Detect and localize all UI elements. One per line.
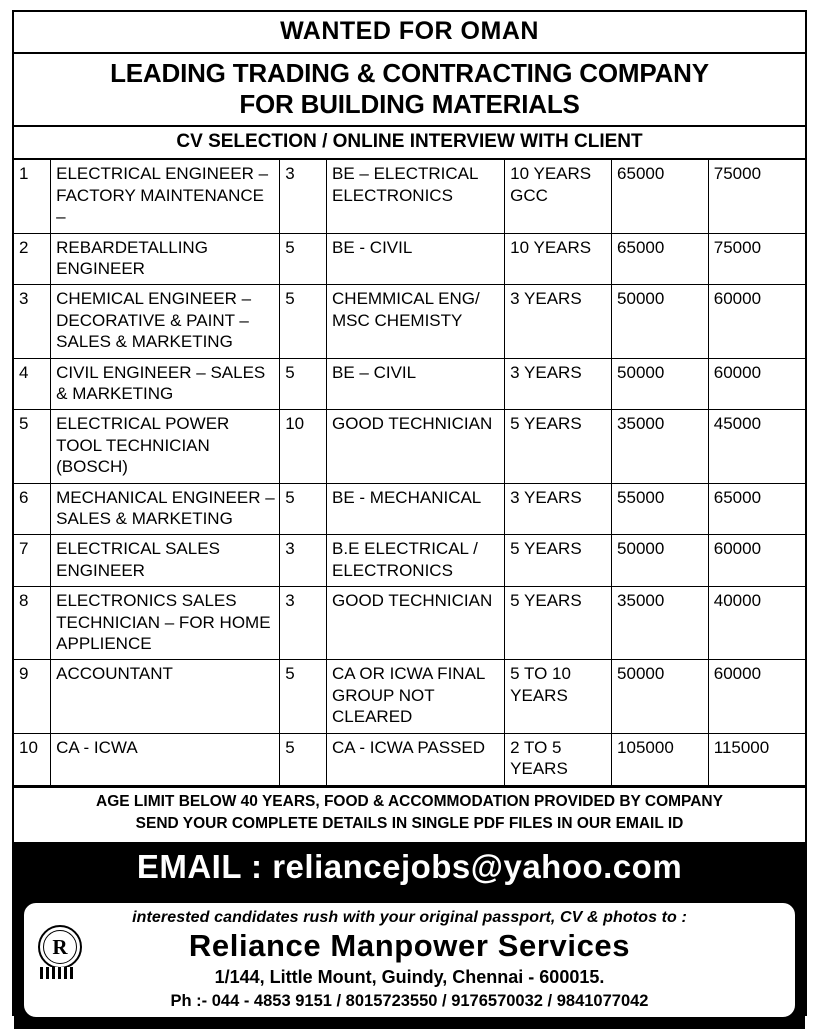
table-row bbox=[14, 410, 805, 483]
table-row bbox=[14, 660, 805, 733]
conditions-notes bbox=[14, 786, 805, 838]
cell-experience: 5 YEARS bbox=[505, 410, 612, 483]
cell-salary-max: 75000 bbox=[708, 233, 805, 285]
cell-sl: 4 bbox=[14, 358, 51, 410]
cell-experience: 3 YEARS bbox=[505, 483, 612, 535]
agency-name: Reliance Manpower Services bbox=[188, 928, 631, 964]
cell-salary-min: 35000 bbox=[612, 410, 709, 483]
cell-qualification: BE - MECHANICAL bbox=[327, 483, 505, 535]
cell-salary-min: 105000 bbox=[612, 733, 709, 785]
cell-experience: 3 YEARS bbox=[505, 285, 612, 358]
cell-sl: 8 bbox=[14, 587, 51, 660]
cell-sl: 10 bbox=[14, 733, 51, 785]
cell-nos: 5 bbox=[280, 660, 327, 733]
cell-nos: 3 bbox=[280, 535, 327, 587]
table-row bbox=[14, 483, 805, 535]
agency-logo-icon: R bbox=[38, 925, 82, 969]
cell-nos: 10 bbox=[280, 410, 327, 483]
agency-contact-box bbox=[22, 901, 797, 1019]
table-row bbox=[14, 733, 805, 785]
cell-qualification: BE – CIVIL bbox=[327, 358, 505, 410]
cell-salary-max: 75000 bbox=[708, 160, 805, 233]
job-vacancy-table bbox=[14, 160, 805, 785]
headline-wanted-for-oman: WANTED FOR OMAN bbox=[14, 12, 805, 54]
cell-sl: 3 bbox=[14, 285, 51, 358]
cell-salary-min: 65000 bbox=[612, 160, 709, 233]
cell-qualification: GOOD TECHNICIAN bbox=[327, 587, 505, 660]
table-row bbox=[14, 587, 805, 660]
cell-salary-max: 115000 bbox=[708, 733, 805, 785]
cell-qualification: CA OR ICWA FINAL GROUP NOT CLEARED bbox=[327, 660, 505, 733]
headline-selection-mode: CV SELECTION / ONLINE INTERVIEW WITH CLIENT bbox=[14, 127, 805, 160]
table-row bbox=[14, 285, 805, 358]
cell-sl: 7 bbox=[14, 535, 51, 587]
cell-salary-max: 40000 bbox=[708, 587, 805, 660]
cell-qualification: B.E ELECTRICAL / ELECTRONICS bbox=[327, 535, 505, 587]
cell-salary-max: 45000 bbox=[708, 410, 805, 483]
cell-experience: 5 TO 10 YEARS bbox=[505, 660, 612, 733]
cell-experience: 5 YEARS bbox=[505, 587, 612, 660]
cell-qualification: GOOD TECHNICIAN bbox=[327, 410, 505, 483]
cell-salary-max: 60000 bbox=[708, 535, 805, 587]
cell-salary-min: 35000 bbox=[612, 587, 709, 660]
cell-qualification: CA - ICWA PASSED bbox=[327, 733, 505, 785]
note-send-details: SEND YOUR COMPLETE DETAILS IN SINGLE PDF FILES IN OUR EMAIL ID bbox=[135, 815, 684, 833]
table-row bbox=[14, 358, 805, 410]
cell-experience: 10 YEARS GCC bbox=[505, 160, 612, 233]
cell-experience: 10 YEARS bbox=[505, 233, 612, 285]
footer-black-band bbox=[14, 895, 805, 1029]
barcode-icon bbox=[40, 967, 76, 979]
cell-salary-min: 50000 bbox=[612, 535, 709, 587]
cell-sl: 2 bbox=[14, 233, 51, 285]
cell-post: CHEMICAL ENGINEER – DECORATIVE & PAINT – SALES & MARKETING bbox=[51, 285, 280, 358]
cell-nos: 3 bbox=[280, 587, 327, 660]
cell-post: ACCOUNTANT bbox=[51, 660, 280, 733]
note-age-limit: AGE LIMIT BELOW 40 YEARS, FOOD & ACCOMMODATION PROVIDED BY COMPANY bbox=[96, 792, 723, 810]
agency-phone[interactable]: Ph :- 044 - 4853 9151 / 8015723550 / 9176570032 / 9841077042 bbox=[170, 992, 649, 1011]
cell-salary-min: 55000 bbox=[612, 483, 709, 535]
cell-experience: 5 YEARS bbox=[505, 535, 612, 587]
cell-qualification: BE - CIVIL bbox=[327, 233, 505, 285]
cell-experience: 2 TO 5 YEARS bbox=[505, 733, 612, 785]
cell-salary-max: 65000 bbox=[708, 483, 805, 535]
cell-post: MECHANICAL ENGINEER – SALES & MARKETING bbox=[51, 483, 280, 535]
cell-salary-max: 60000 bbox=[708, 285, 805, 358]
agency-address: 1/144, Little Mount, Guindy, Chennai - 600015. bbox=[214, 967, 605, 988]
cell-sl: 1 bbox=[14, 160, 51, 233]
cell-salary-min: 50000 bbox=[612, 660, 709, 733]
headline-company-line-1: LEADING TRADING & CONTRACTING COMPANY bbox=[110, 58, 709, 88]
cell-salary-max: 60000 bbox=[708, 358, 805, 410]
cell-post: REBARDETALLING ENGINEER bbox=[51, 233, 280, 285]
cell-post: CA - ICWA bbox=[51, 733, 280, 785]
cell-salary-min: 50000 bbox=[612, 358, 709, 410]
headline-company-line-2: FOR BUILDING MATERIALS bbox=[239, 88, 580, 119]
email-banner[interactable]: EMAIL : reliancejobs@yahoo.com bbox=[14, 842, 805, 895]
cell-nos: 5 bbox=[280, 233, 327, 285]
cell-qualification: BE – ELECTRICAL ELECTRONICS bbox=[327, 160, 505, 233]
cell-sl: 5 bbox=[14, 410, 51, 483]
cell-post: ELECTRICAL SALES ENGINEER bbox=[51, 535, 280, 587]
cell-post: CIVIL ENGINEER – SALES & MARKETING bbox=[51, 358, 280, 410]
cell-nos: 5 bbox=[280, 358, 327, 410]
cell-salary-max: 60000 bbox=[708, 660, 805, 733]
table-row bbox=[14, 160, 805, 233]
cell-post: ELECTRICAL ENGINEER – FACTORY MAINTENANCE – bbox=[51, 160, 280, 233]
cell-nos: 5 bbox=[280, 733, 327, 785]
cell-experience: 3 YEARS bbox=[505, 358, 612, 410]
poster-frame bbox=[12, 10, 807, 1016]
cell-post: ELECTRONICS SALES TECHNICIAN – FOR HOME APPLIENCE bbox=[51, 587, 280, 660]
cell-sl: 9 bbox=[14, 660, 51, 733]
table-row bbox=[14, 233, 805, 285]
cell-nos: 3 bbox=[280, 160, 327, 233]
table-row bbox=[14, 535, 805, 587]
cell-nos: 5 bbox=[280, 483, 327, 535]
cell-salary-min: 50000 bbox=[612, 285, 709, 358]
cell-nos: 5 bbox=[280, 285, 327, 358]
cell-post: ELECTRICAL POWER TOOL TECHNICIAN (BOSCH) bbox=[51, 410, 280, 483]
headline-company-description bbox=[14, 54, 805, 127]
cell-sl: 6 bbox=[14, 483, 51, 535]
cell-qualification: CHEMMICAL ENG/ MSC CHEMISTY bbox=[327, 285, 505, 358]
cell-salary-min: 65000 bbox=[612, 233, 709, 285]
footer-instruction: interested candidates rush with your original passport, CV & photos to : bbox=[132, 909, 687, 927]
